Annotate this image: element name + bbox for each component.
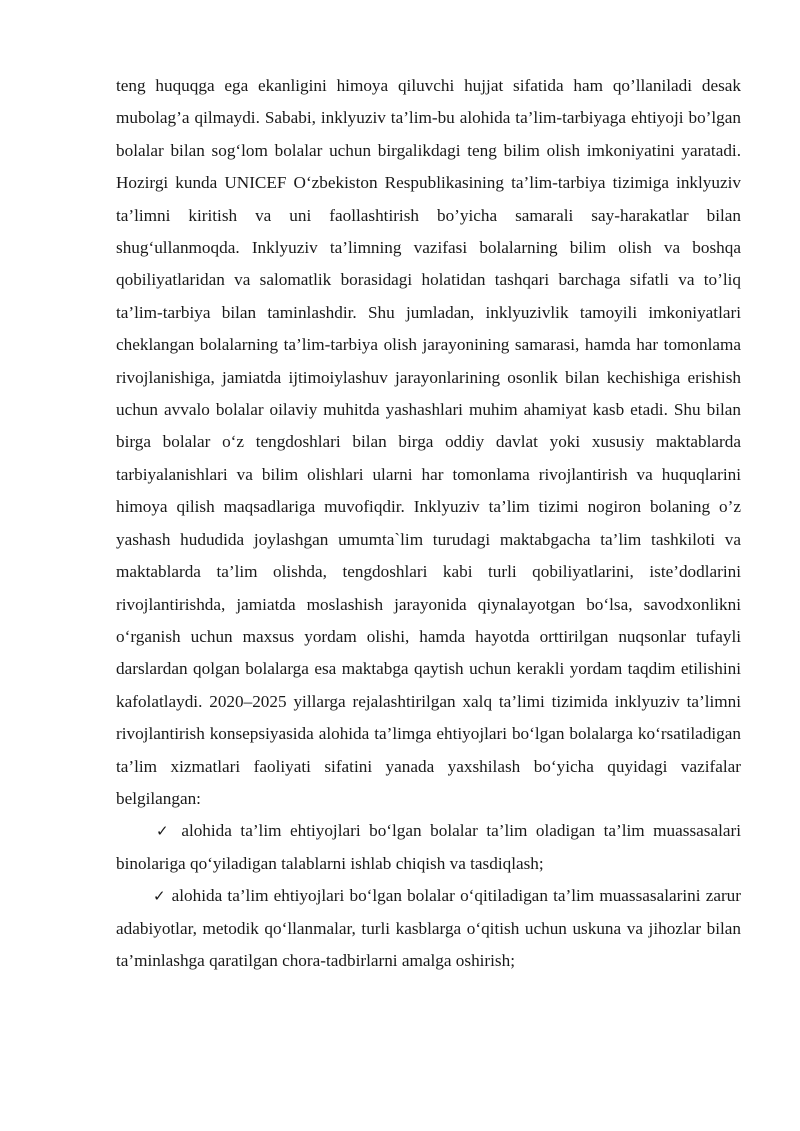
body-paragraph: teng huquqga ega ekanligini himoya qiluvchi hujjat sifatida ham qo’llaniladi desak mubolag’a qilmaydi. Sababi, inklyuziv ta’lim-bu alohida ta’lim-tarbiyaga ehtiyoji bo’lgan bolalar bilan sog‘lom bolalar uchun birgalikdagi teng bilim olish imkoniyatini yaratadi. Hozirgi kunda UNICEF O‘zbekiston Respublikasining ta’lim-tarbiya tizimiga inklyuziv ta’limni kiritish va uni faollashtirish bo’yicha samarali say-harakatlar bilan shug‘ullanmoqda. Inklyuziv ta’limning vazifasi bolalarning bilim olish va boshqa qobiliyatlaridan va salomatlik borasidagi holatidan tashqari barchaga sifatli va to’liq ta’lim-tarbiya bilan taminlashdir. Shu jumladan, inklyuzivlik tamoyili imkoniyatlari cheklangan bolalarning ta’lim-tarbiya olish jarayonining samarasi, hamda har tomonlama rivojlanishiga, jamiatda ijtimoiylashuv jarayonlarining osonlik bilan kechishiga erishish uchun avvalo bolalar oilaviy muhitda yashashlari muhim ahamiyat kasb etadi. Shu bilan birga bolalar o‘z tengdoshlari bilan birga oddiy davlat yoki xususiy maktablarda tarbiyalanishlari va bilim olishlari ularni har tomonlama rivojlantirish va huquqlarini himoya qilish maqsadlariga muvofiqdir. Inklyuziv ta’lim tizimi nogiron bolaning o’z yashash hududida joylashgan umumta`lim turudagi maktabgacha ta’lim tashkiloti va maktablarda ta’lim olishda, tengdoshlari kabi turli qobiliyatlarini, iste’dodlarini rivojlantirishda, jamiatda moslashish jarayonida qiynalayotgan bo‘lsa, savodxonlikni o‘rganish uchun maxsus yordam olishi, hamda hayotda orttirilgan nuqsonlar tufayli darslardan qolgan bolalarga esa maktabga qaytish uchun kerakli yordam taqdim etilishini kafolatlaydi. 2020–2025 yillarga rejalashtirilgan xalq ta’limi tizimida inklyuziv ta’limni rivojlantirish konsepsiyasida alohida ta’limga ehtiyojlari bo‘lgan bolalarga ko‘rsatiladigan ta’lim xizmatlari faoliyati sifatini yanada yaxshilash bo‘yicha quyidagi vazifalar belgilangan: [116, 76, 741, 808]
checkmark-icon: ✓ [153, 887, 167, 906]
bullet-item [116, 880, 741, 977]
checkmark-icon: ✓ [156, 822, 173, 841]
bullet-item [116, 815, 741, 880]
bullet-text: alohida ta’lim ehtiyojlari bo‘lgan bolalar ta’lim oladigan ta’lim muassasalari binolariga qo‘yiladigan talablarni ishlab chiqish va tasdiqlash; [116, 821, 742, 873]
bullet-text: alohida ta’lim ehtiyojlari bo‘lgan bolalar o‘qitiladigan ta’lim muassasalarini zarur adabiyotlar, metodik qo‘llanmalar, turli kasblarga o‘qitish uchun uskuna va jihozlar bilan ta’minlashga qaratilgan chora-tadbirlarni amalga oshirish; [116, 886, 741, 970]
document-body [116, 70, 741, 977]
